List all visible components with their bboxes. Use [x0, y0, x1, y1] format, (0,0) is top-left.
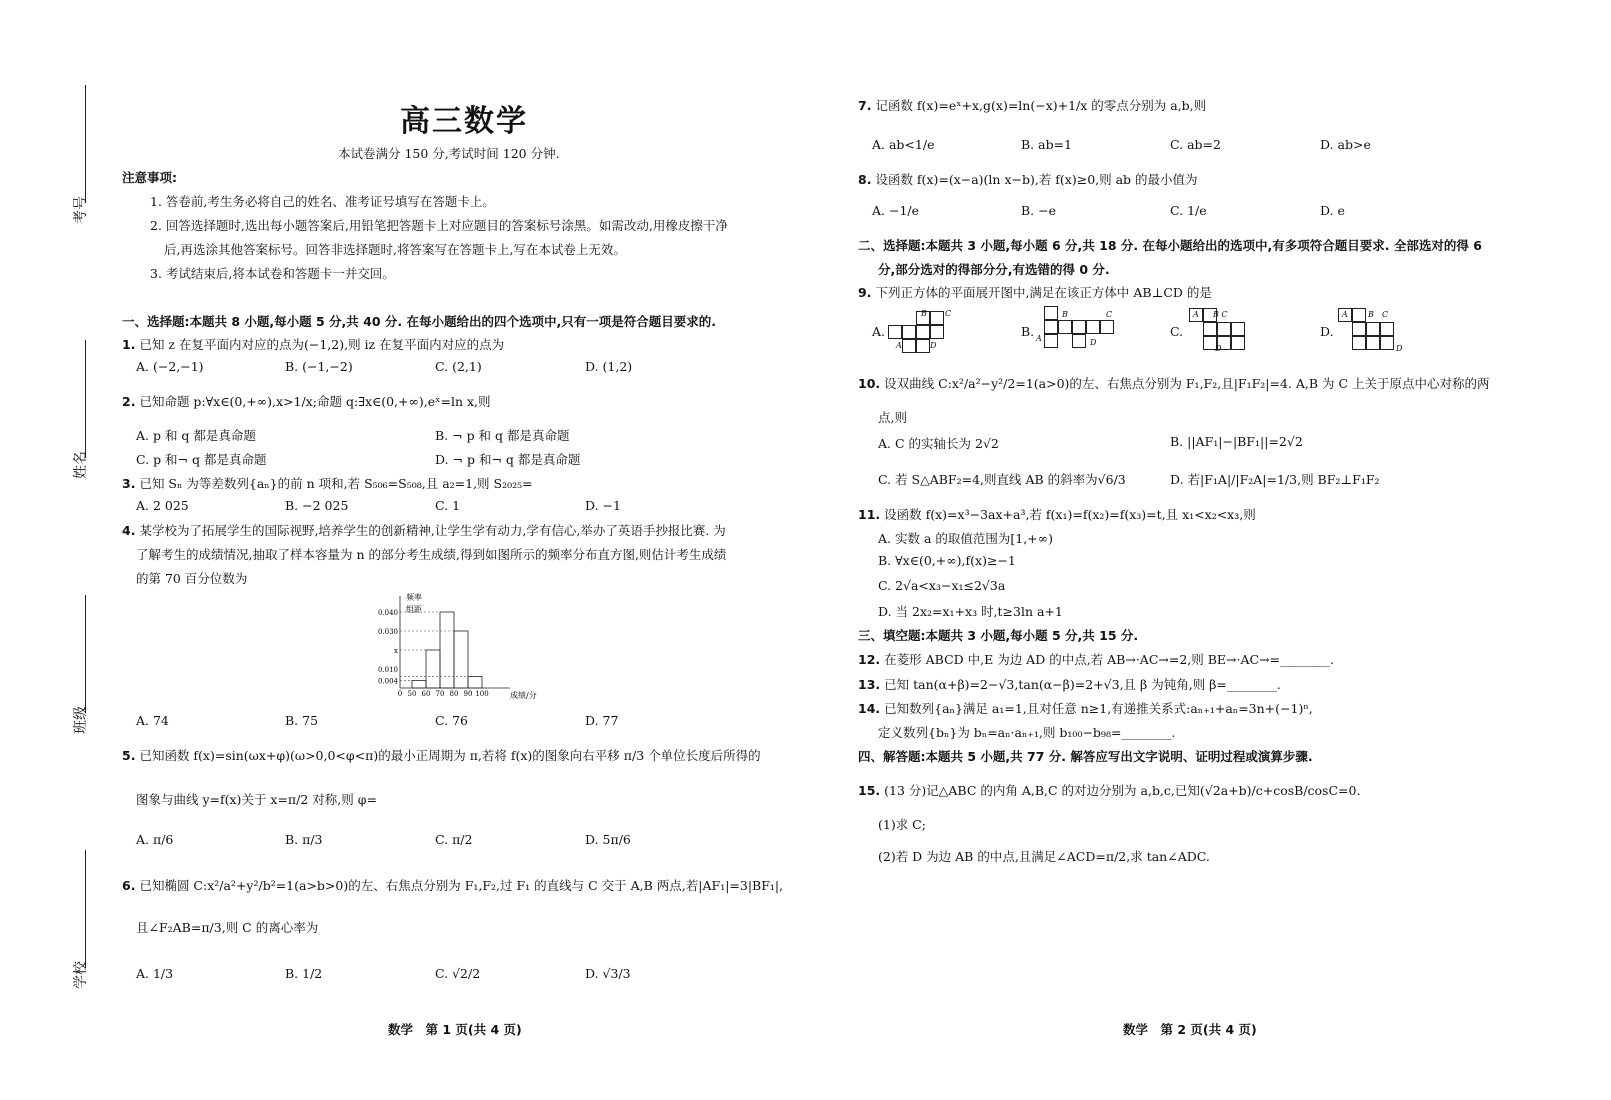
section-heading: 四、解答题:本题共 5 小题,共 77 分. 解答应写出文字说明、证明过程或演算步骤. — [858, 749, 1313, 764]
cube-net-a: B C A D — [888, 311, 958, 355]
question-7 — [858, 96, 1206, 114]
option: A. −1/e — [872, 203, 920, 218]
option: C. ab=2 — [1170, 137, 1221, 152]
histogram-bar — [454, 631, 468, 688]
histogram-bar — [468, 677, 482, 688]
option: D. 5π/6 — [585, 832, 631, 847]
question-number: 4. — [122, 523, 136, 538]
question-text: 了解考生的成绩情况,抽取了样本容量为 n 的部分考生成绩,得到如图所示的频率分布直方图,则估计考生成绩 — [136, 547, 727, 562]
option: A. C 的实轴长为 2√2 — [878, 436, 999, 451]
option: B. 1/2 — [285, 966, 323, 981]
exam-subtitle: 本试卷满分 150 分,考试时间 120 分钟. — [338, 146, 560, 161]
option: C. 若 S△ABF₂=4,则直线 AB 的斜率为√6/3 — [878, 472, 1126, 487]
option: C. 1/e — [1170, 203, 1207, 218]
option: B. ab=1 — [1021, 137, 1073, 152]
option: A. — [872, 324, 886, 339]
question-text: 设函数 f(x)=x³−3ax+a³,若 f(x₁)=f(x₂)=f(x₃)=t,且 x₁<x₂<x₃,则 — [884, 507, 1256, 522]
question-4 — [122, 521, 726, 539]
y-tick-label: 0.030 — [377, 628, 398, 636]
option: C. 76 — [435, 713, 468, 728]
x-tick-label: 50 — [407, 690, 417, 698]
x-tick-label: 70 — [435, 690, 445, 698]
option: B. (−1,−2) — [285, 359, 353, 374]
question-text: 已知函数 f(x)=sin(ωx+φ)(ω>0,0<φ<π)的最小正周期为 π,若将 f(x)的图象向右平移 π/3 个单位长度后所得的 — [139, 748, 761, 763]
question-text: 设函数 f(x)=(x−a)(ln x−b),若 f(x)≥0,则 ab 的最小值为 — [875, 172, 1198, 187]
option: A. p 和 q 都是真命题 — [136, 428, 256, 443]
option: D. 77 — [585, 713, 619, 728]
option: D. √3/3 — [585, 966, 631, 981]
question-number: 9. — [858, 285, 872, 300]
option: B. 75 — [285, 713, 319, 728]
class-label: 班级 — [73, 706, 89, 734]
page-footer: 数学 第 2 页(共 4 页) — [1123, 1022, 1257, 1037]
section-heading: 分,部分选对的得部分分,有选错的得 0 分. — [878, 262, 1110, 277]
margin-line — [85, 340, 86, 458]
question-text: 定义数列{bₙ}为 bₙ=aₙ·aₙ₊₁,则 b₁₀₀−b₉₈=________. — [878, 725, 1176, 740]
option: D. −1 — [585, 498, 621, 513]
notice-item: 后,再选涂其他答案标号。回答非选择题时,将答案写在答题卡上,写在本试卷上无效。 — [164, 242, 626, 257]
notice-item: 1. 答卷前,考生务必将自己的姓名、准考证号填写在答题卡上。 — [150, 194, 495, 209]
option: A. 实数 a 的取值范围为[1,+∞) — [878, 531, 1053, 546]
option: D. (1,2) — [585, 359, 633, 374]
option: B. — [1021, 324, 1035, 339]
question-part: (2)若 D 为边 AB 的中点,且满足∠ACD=π/2,求 tan∠ADC. — [878, 849, 1210, 864]
question-5 — [122, 746, 761, 764]
option: D. e — [1320, 203, 1345, 218]
x-tick-label: 0 — [397, 690, 403, 698]
question-text: 在菱形 ABCD 中,E 为边 AD 的中点,若 AB→·AC→=2,则 BE→·AC→=________. — [884, 652, 1335, 667]
notice-item: 3. 考试结束后,将本试卷和答题卡一并交回。 — [150, 266, 395, 281]
question-8 — [858, 170, 1198, 188]
question-number: 13. — [858, 677, 881, 692]
question-text: 已知命题 p:∀x∈(0,+∞),x>1/x;命题 q:∃x∈(0,+∞),eˣ=ln x,则 — [139, 394, 491, 409]
option: A. 1/3 — [136, 966, 174, 981]
question-number: 10. — [858, 376, 881, 391]
histogram-bar — [426, 650, 440, 688]
question-14 — [858, 699, 1313, 717]
y-tick-label: 0.040 — [377, 609, 398, 617]
margin-line — [85, 595, 86, 713]
question-text: 下列正方体的平面展开图中,满足在该正方体中 AB⊥CD 的是 — [875, 285, 1212, 300]
question-text: 已知 tan(α+β)=2−√3,tan(α−β)=2+√3,且 β 为钝角,则 β=________. — [884, 677, 1281, 692]
question-1 — [122, 335, 504, 353]
exam-number-label: 考号 — [73, 196, 89, 224]
option: D. — [1320, 324, 1334, 339]
page-footer: 数学 第 1 页(共 4 页) — [388, 1022, 522, 1037]
margin-line — [85, 85, 86, 203]
name-label: 姓名 — [73, 451, 89, 479]
section-heading: 二、选择题:本题共 3 小题,每小题 6 分,共 18 分. 在每小题给出的选项中,有多项符合题目要求. 全部选对的得 6 — [858, 238, 1482, 253]
question-text: 某学校为了拓展学生的国际视野,培养学生的创新精神,让学生学有动力,学有信心,举办了英语手抄报比赛. 为 — [139, 523, 726, 538]
question-13 — [858, 675, 1281, 693]
y-tick-label: 0.004 — [377, 677, 398, 686]
option: C. 1 — [435, 498, 461, 513]
option: C. (2,1) — [435, 359, 482, 374]
y-tick-label: x — [394, 647, 398, 655]
histogram-bar — [440, 612, 454, 688]
option: A. 74 — [136, 713, 169, 728]
question-2 — [122, 392, 491, 410]
question-text: 图象与曲线 y=f(x)关于 x=π/2 对称,则 φ= — [136, 792, 377, 807]
x-tick-label: 80 — [449, 690, 459, 698]
question-number: 14. — [858, 701, 881, 716]
cube-net-d: A B C D — [1338, 308, 1408, 356]
notice-item: 2. 回答选择题时,选出每小题答案后,用铅笔把答题卡上对应题目的答案标号涂黑。如需改动,用橡皮擦干净 — [150, 218, 728, 233]
question-number: 2. — [122, 394, 136, 409]
option: C. 2√a<x₃−x₁≤2√3a — [878, 578, 1006, 593]
section-heading: 三、填空题:本题共 3 小题,每小题 5 分,共 15 分. — [858, 628, 1139, 643]
option: D. ab>e — [1320, 137, 1371, 152]
margin-line — [85, 850, 86, 968]
option: C. p 和¬ q 都是真命题 — [136, 452, 267, 467]
question-9 — [858, 283, 1212, 301]
y-tick-label: 0.010 — [377, 666, 398, 674]
question-number: 7. — [858, 98, 872, 113]
option: C. √2/2 — [435, 966, 481, 981]
question-text: 的第 70 百分位数为 — [136, 571, 248, 586]
x-tick-label: 90 — [463, 690, 473, 698]
question-number: 11. — [858, 507, 881, 522]
question-text: 已知椭圆 C:x²/a²+y²/b²=1(a>b>0)的左、右焦点分别为 F₁,F₂,过 F₁ 的直线与 C 交于 A,B 两点,若|AF₁|=3|BF₁|, — [139, 878, 784, 893]
x-tick-label: 100 — [475, 690, 489, 698]
notice-heading: 注意事项: — [122, 170, 177, 185]
question-number: 15. — [858, 783, 881, 798]
option: D. 若|F₁A|/|F₂A|=1/3,则 BF₂⊥F₁F₂ — [1170, 472, 1380, 487]
frequency-histogram — [360, 588, 560, 706]
option: B. −2 025 — [285, 498, 349, 513]
school-label: 学校 — [73, 961, 89, 989]
question-text: 已知数列{aₙ}满足 a₁=1,且对任意 n≥1,有递推关系式:aₙ₊₁+aₙ=3n+(−1)ⁿ, — [884, 701, 1313, 716]
option: B. ¬ p 和 q 都是真命题 — [435, 428, 570, 443]
option: D. 当 2x₂=x₁+x₃ 时,t≥3ln a+1 — [878, 604, 1063, 619]
x-tick-label: 60 — [421, 690, 431, 698]
question-number: 6. — [122, 878, 136, 893]
question-text: 记函数 f(x)=eˣ+x,g(x)=ln(−x)+1/x 的零点分别为 a,b,则 — [875, 98, 1207, 113]
option: B. π/3 — [285, 832, 323, 847]
option: B. ∀x∈(0,+∞),f(x)≥−1 — [878, 553, 1016, 568]
section-heading: 一、选择题:本题共 8 小题,每小题 5 分,共 40 分. 在每小题给出的四个选项中,只有一项是符合题目要求的. — [122, 314, 716, 329]
cube-net-b: B C A D — [1044, 306, 1114, 354]
question-part: (1)求 C; — [878, 817, 926, 832]
question-12 — [858, 650, 1334, 668]
question-text: 且∠F₂AB=π/3,则 C 的离心率为 — [136, 920, 319, 935]
question-text: 点,则 — [878, 410, 907, 425]
x-axis-label: 成绩/分 — [510, 691, 537, 700]
option: C. π/2 — [435, 832, 473, 847]
question-15 — [858, 781, 1360, 799]
option: A. (−2,−1) — [136, 359, 204, 374]
page-title: 高三数学 — [400, 104, 528, 139]
option: A. π/6 — [136, 832, 174, 847]
question-6 — [122, 876, 783, 894]
question-text: (13 分)记△ABC 的内角 A,B,C 的对边分别为 a,b,c,已知(√2a+b)/c+cosB/cosC=0. — [884, 783, 1361, 798]
option: C. — [1170, 324, 1184, 339]
question-number: 1. — [122, 337, 136, 352]
question-text: 已知 Sₙ 为等差数列{aₙ}的前 n 项和,若 S₅₀₆=S₅₀₈,且 a₂=1,则 S₂₀₂₅= — [139, 476, 533, 491]
question-number: 8. — [858, 172, 872, 187]
y-axis-label: 组距 — [406, 605, 422, 614]
option: B. −e — [1021, 203, 1057, 218]
question-11 — [858, 505, 1256, 523]
histogram-bar — [412, 680, 426, 688]
question-number: 3. — [122, 476, 136, 491]
question-10 — [858, 374, 1490, 392]
question-number: 5. — [122, 748, 136, 763]
option: D. ¬ p 和¬ q 都是真命题 — [435, 452, 581, 467]
question-number: 12. — [858, 652, 881, 667]
option: B. ||AF₁|−|BF₁||=2√2 — [1170, 434, 1303, 449]
question-3 — [122, 474, 533, 492]
y-axis-label: 频率 — [406, 593, 422, 602]
question-text: 已知 z 在复平面内对应的点为(−1,2),则 iz 在复平面内对应的点为 — [139, 337, 505, 352]
cube-net-c: A B C D — [1189, 308, 1251, 356]
option: A. ab<1/e — [872, 137, 935, 152]
option: A. 2 025 — [136, 498, 189, 513]
question-text: 设双曲线 C:x²/a²−y²/2=1(a>0)的左、右焦点分别为 F₁,F₂,且|F₁F₂|=4. A,B 为 C 上关于原点中心对称的两 — [884, 376, 1490, 391]
